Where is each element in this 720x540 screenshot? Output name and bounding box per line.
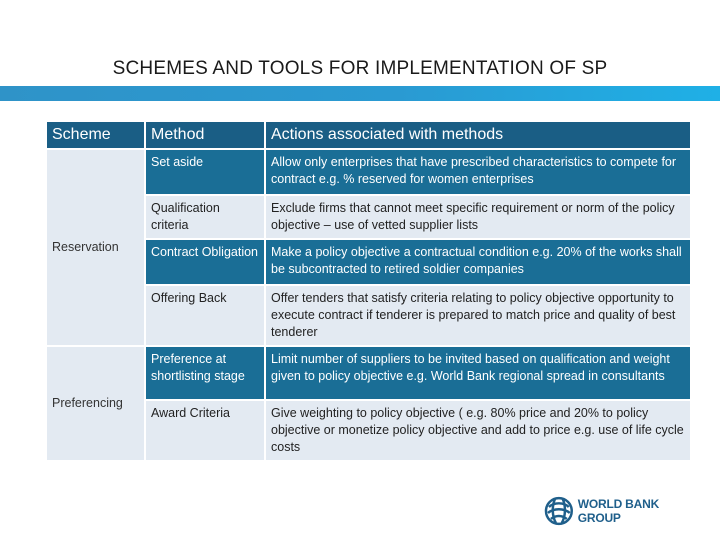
method-cell: Award Criteria — [146, 401, 264, 460]
world-bank-logo — [544, 496, 704, 526]
title-stripe — [0, 86, 720, 101]
globe-icon — [544, 496, 574, 526]
header-actions: Actions associated with methods — [266, 122, 690, 148]
method-cell: Offering Back — [146, 286, 264, 345]
action-cell: Limit number of suppliers to be invited based on qualification and weight given to policy objective e.g. World Bank regional spread in consultants — [266, 347, 690, 399]
scheme-label: Reservation — [52, 240, 119, 254]
table-header-row — [47, 122, 690, 148]
table-row — [47, 347, 690, 399]
scheme-cell-preferencing — [47, 347, 144, 460]
scheme-cell-reservation — [47, 150, 144, 345]
action-cell: Allow only enterprises that have prescribed characteristics to compete for contract e.g. % reserved for women enterprises — [266, 150, 690, 194]
logo-text: WORLD BANK GROUP — [577, 497, 660, 525]
action-cell: Give weighting to policy objective ( e.g. 80% price and 20% to policy objective or monetize policy objective and add to price e.g. use of life cycle costs — [266, 401, 690, 460]
slide-title: SCHEMES AND TOOLS FOR IMPLEMENTATION OF SP — [112, 58, 608, 79]
method-cell: Contract Obligation — [146, 240, 264, 284]
method-cell: Qualification criteria — [146, 196, 264, 238]
header-scheme: Scheme — [47, 122, 144, 148]
action-cell: Exclude firms that cannot meet specific requirement or norm of the policy objective – use of vetted supplier lists — [266, 196, 690, 238]
method-cell: Preference at shortlisting stage — [146, 347, 264, 399]
action-cell: Offer tenders that satisfy criteria relating to policy objective opportunity to execute contract if tenderer is prepared to match price and quality of best tenderer — [266, 286, 690, 345]
table-row — [47, 150, 690, 194]
method-cell: Set aside — [146, 150, 264, 194]
schemes-table — [45, 120, 692, 462]
scheme-label: Preferencing — [52, 396, 123, 410]
header-method: Method — [146, 122, 264, 148]
action-cell: Make a policy objective a contractual condition e.g. 20% of the works shall be subcontracted to retired soldier companies — [266, 240, 690, 284]
